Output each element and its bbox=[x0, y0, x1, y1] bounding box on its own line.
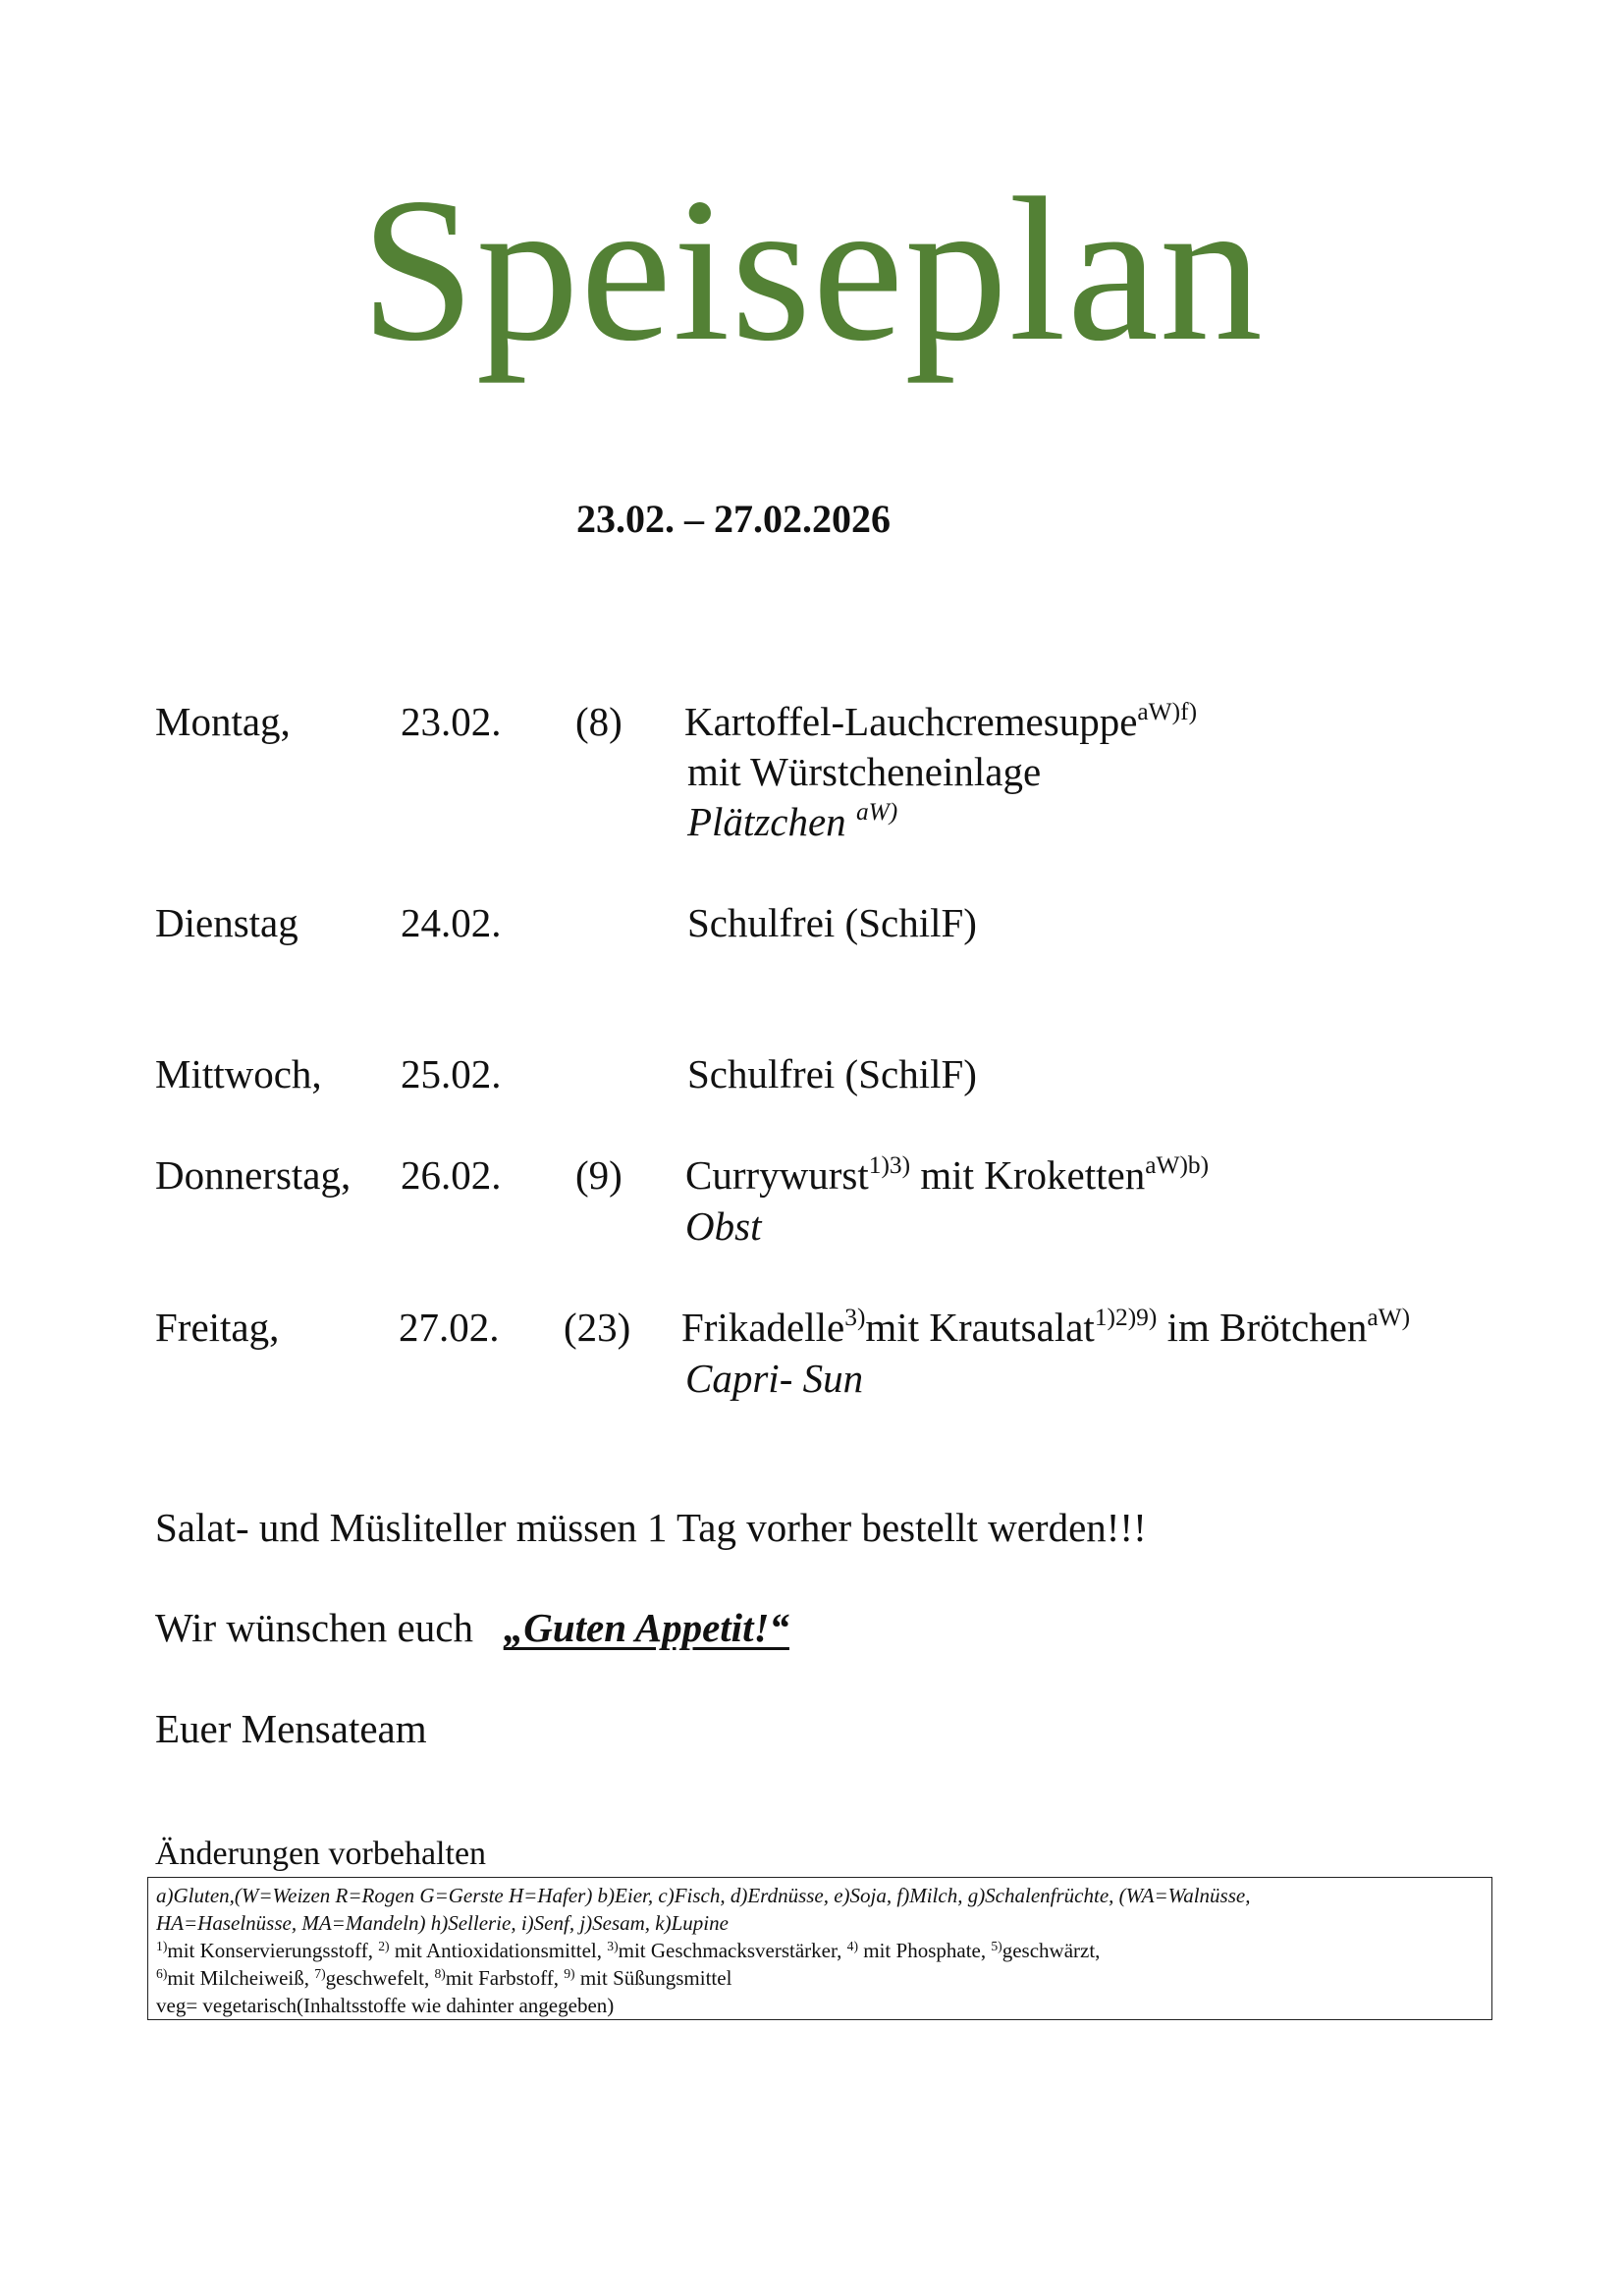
allergen-code: 4) bbox=[846, 1938, 859, 1953]
day-name: Mittwoch, bbox=[155, 1051, 322, 1096]
legend-line bbox=[156, 1964, 1484, 1992]
legend-line bbox=[156, 1909, 1484, 1937]
wish-emphasis: „Guten Appetit!“ bbox=[503, 1605, 789, 1650]
text-part: geschwärzt, bbox=[1001, 1939, 1101, 1962]
text-part: mit Würstcheneinlage bbox=[687, 749, 1042, 794]
day-date: 24.02. bbox=[401, 900, 502, 945]
dish-line bbox=[684, 698, 1198, 744]
text-part: a)Gluten,(W=Weizen R=Rogen G=Gerste H=Hafer) b)Eier, c)Fisch, d)Erdnüsse, e)Soja, f)Milch, g)Schalenfrüchte, (WA=Walnüsse, bbox=[156, 1884, 1251, 1907]
dish-line bbox=[685, 1151, 1210, 1198]
text-part: mit Konservierungsstoff, bbox=[167, 1939, 379, 1962]
text-part: Schulfrei (SchilF) bbox=[687, 1051, 977, 1096]
day-name: Dienstag bbox=[155, 900, 298, 945]
day-date: 26.02. bbox=[401, 1152, 502, 1198]
order-notice: Salat- und Müsliteller müssen 1 Tag vorher bestellt werden!!! bbox=[155, 1505, 1147, 1550]
dish-line bbox=[687, 749, 1042, 794]
allergen-code: aW) bbox=[855, 798, 898, 827]
allergen-code: 8) bbox=[434, 1965, 446, 1981]
allergen-code: 5) bbox=[991, 1938, 1002, 1953]
allergen-code: 9) bbox=[564, 1965, 575, 1981]
allergen-legend bbox=[147, 1877, 1492, 2020]
text-part: mit Antioxidationsmittel, bbox=[389, 1939, 608, 1962]
day-date: 23.02. bbox=[401, 699, 502, 744]
dish-line bbox=[685, 1203, 762, 1249]
text-part: Capri- Sun bbox=[685, 1356, 864, 1401]
allergen-code: 3) bbox=[607, 1938, 619, 1953]
legend-line bbox=[156, 1937, 1484, 1964]
dish-line bbox=[685, 1356, 864, 1401]
dish-line bbox=[687, 1051, 977, 1096]
allergen-code: 1)3) bbox=[868, 1151, 911, 1180]
text-part: im Brötchen bbox=[1157, 1305, 1368, 1350]
text-part: mit Kroketten bbox=[910, 1152, 1146, 1198]
allergen-code: aW)f) bbox=[1137, 698, 1198, 726]
text-part: Frikadelle bbox=[681, 1305, 845, 1350]
dish-line bbox=[681, 1304, 1411, 1350]
day-date: 27.02. bbox=[399, 1305, 500, 1350]
menu-number: (23) bbox=[564, 1305, 631, 1350]
menu-number: (9) bbox=[575, 1152, 623, 1198]
allergen-code: 7) bbox=[314, 1965, 326, 1981]
date-range: 23.02. – 27.02.2026 bbox=[576, 497, 891, 541]
dish-line bbox=[687, 798, 898, 844]
day-date: 25.02. bbox=[401, 1051, 502, 1096]
allergen-code: aW)b) bbox=[1145, 1151, 1210, 1180]
allergen-code: 2) bbox=[378, 1938, 390, 1953]
changes-note: Änderungen vorbehalten bbox=[155, 1836, 487, 1872]
wish-line bbox=[155, 1604, 789, 1651]
text-part: mit Geschmacksverstärker, bbox=[618, 1939, 847, 1962]
allergen-code: 6) bbox=[156, 1965, 168, 1981]
text-part: veg= vegetarisch(Inhaltsstoffe wie dahinter angegeben) bbox=[156, 1994, 615, 2017]
signature: Euer Mensateam bbox=[155, 1706, 427, 1751]
day-name: Donnerstag, bbox=[155, 1152, 352, 1198]
text-part: mit Phosphate, bbox=[858, 1939, 992, 1962]
dish-line bbox=[687, 900, 977, 945]
allergen-code: 1)2)9) bbox=[1094, 1304, 1158, 1332]
text-part: mit Farbstoff, bbox=[445, 1966, 565, 1990]
wish-prefix: Wir wünschen euch bbox=[155, 1605, 473, 1650]
text-part: Plätzchen bbox=[687, 799, 856, 844]
day-name: Montag, bbox=[155, 699, 291, 744]
allergen-code: 3) bbox=[844, 1304, 866, 1332]
text-part: mit Milcheiweiß, bbox=[167, 1966, 315, 1990]
menu-number: (8) bbox=[575, 699, 623, 744]
text-part: Kartoffel-Lauchcremesuppe bbox=[684, 699, 1138, 744]
text-part: geschwefelt, bbox=[325, 1966, 435, 1990]
text-part: mit Süßungsmittel bbox=[574, 1966, 732, 1990]
legend-line bbox=[156, 1882, 1484, 1909]
legend-line bbox=[156, 1992, 1484, 2019]
text-part: mit Krautsalat bbox=[865, 1305, 1095, 1350]
page-title: Speiseplan bbox=[360, 156, 1264, 384]
allergen-code: aW) bbox=[1367, 1304, 1411, 1332]
text-part: Currywurst bbox=[685, 1152, 869, 1198]
day-name: Freitag, bbox=[155, 1305, 280, 1350]
allergen-code: 1) bbox=[156, 1938, 168, 1953]
text-part: Schulfrei (SchilF) bbox=[687, 900, 977, 945]
text-part: HA=Haselnüsse, MA=Mandeln) h)Sellerie, i)Senf, j)Sesam, k)Lupine bbox=[156, 1911, 729, 1935]
text-part: Obst bbox=[685, 1203, 762, 1249]
